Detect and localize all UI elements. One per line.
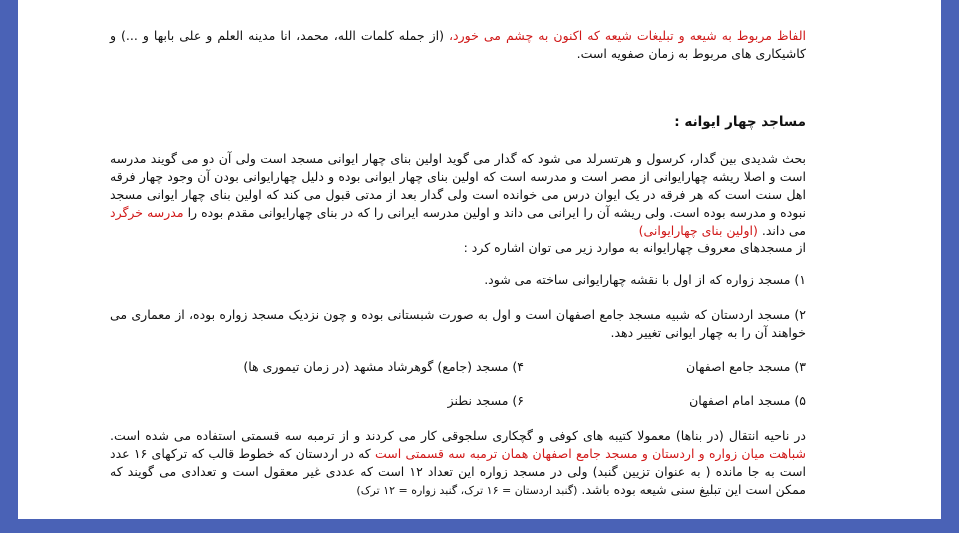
- list-intro: از مسجدهای معروف چهارایوانه به موارد زیر می توان اشاره کرد :: [463, 240, 806, 255]
- list-item-3: ۳) مسجد جامع اصفهان: [685, 359, 806, 374]
- final-text-b: که در اردستان که خطوط قالب که ترکهای ۱۶ عدد است به جا مانده ( به عنوان تزیین گنبد) ولی در مسجد زواره این تعداد ۱۲ است که عددی غیر معقول است و تعدادی می گویند که ممکن است این تبلیغ سنی شیعه بوده باشد.: [110, 446, 806, 497]
- final-small-note: (گنبد اردستان = ۱۶ ترک، گنبد زواره = ۱۲ ترک): [356, 484, 578, 497]
- highlight-kharghird: مدرسه خرگرد: [110, 205, 184, 220]
- final-red-text: شباهت میان زواره و اردستان و مسجد جامع اصفهان همان ترمبه سه قسمتی است: [374, 446, 806, 461]
- intro-red-text: الفاظ مربوط به شیعه و تبلیغات شیعه که اکنون به چشم می خورد،: [449, 28, 806, 43]
- list-row-3-4: [110, 358, 806, 376]
- list-item-4: ۴) مسجد (جامع) گوهرشاد مشهد (در زمان تیموری ها): [243, 359, 524, 374]
- highlight-first-four-iwan: (اولین بنای چهارایوانی): [638, 223, 758, 238]
- document-content: [110, 0, 806, 519]
- intro-paragraph: [110, 27, 806, 63]
- final-text-a: در ناحیه انتقال (در بناها) معمولا کتیبه های کوفی و گچکاری سلجوقی کار می کردند و از ترمبه سه قسمتی استفاده می شده است.: [110, 428, 806, 443]
- paragraph-history-mid: می داند.: [757, 223, 806, 238]
- list-item-1: ۱) مسجد زواره که از اول با نقشه چهارایوانی ساخته می شود.: [484, 272, 806, 287]
- paragraph-history-text: بحث شدیدی بین گدار، کرسول و هرتسرلد می شود که گدار می گوید اولین بنای چهار ایوانی مسجد است ولی آن دو می گویند مدرسه است و اصلا ریشه چهارایوانی از مصر است و مدرسه است که اولین بنای چهار ایوانی بوده و دلیل چهارایوانی بودن آن وجود چهار فرقه اهل سنت است که هر فرقه در یک ایوان درس می خوانده است ولی گدار بعد از مدتی قبول می کند که اولین بنای چهار ایوانی مسجد نبوده و مدرسه بوده است. ولی ریشه آن را ایرانی می داند و اولین مدرسه ایرانی را که در بنای چهارایوانی مقدم بوده را: [110, 151, 807, 220]
- paragraph-history: [110, 150, 806, 240]
- list-row-5-6: [110, 392, 806, 410]
- section-title: مساجد چهار ایوانه :: [674, 114, 806, 130]
- list-item-2: ۲) مسجد اردستان که شبیه مسجد جامع اصفهان است و اول به صورت شبستانی بوده و چون نزدیک مسجد زواره بوده، از معماری می خواهند آن را به چهار ایوانی تغییر دهد.: [110, 307, 806, 340]
- final-paragraph: [110, 427, 806, 500]
- list-item-5: ۵) مسجد امام اصفهان: [689, 393, 806, 408]
- document-page: [18, 0, 941, 519]
- intro-rest-text: (از جمله کلمات الله، محمد، انا مدینه العلم و علی بابها و ...) و کاشیکاری های مربوط به زمان صفویه است.: [110, 28, 806, 61]
- list-item-6: ۶) مسجد نطنز: [447, 393, 524, 408]
